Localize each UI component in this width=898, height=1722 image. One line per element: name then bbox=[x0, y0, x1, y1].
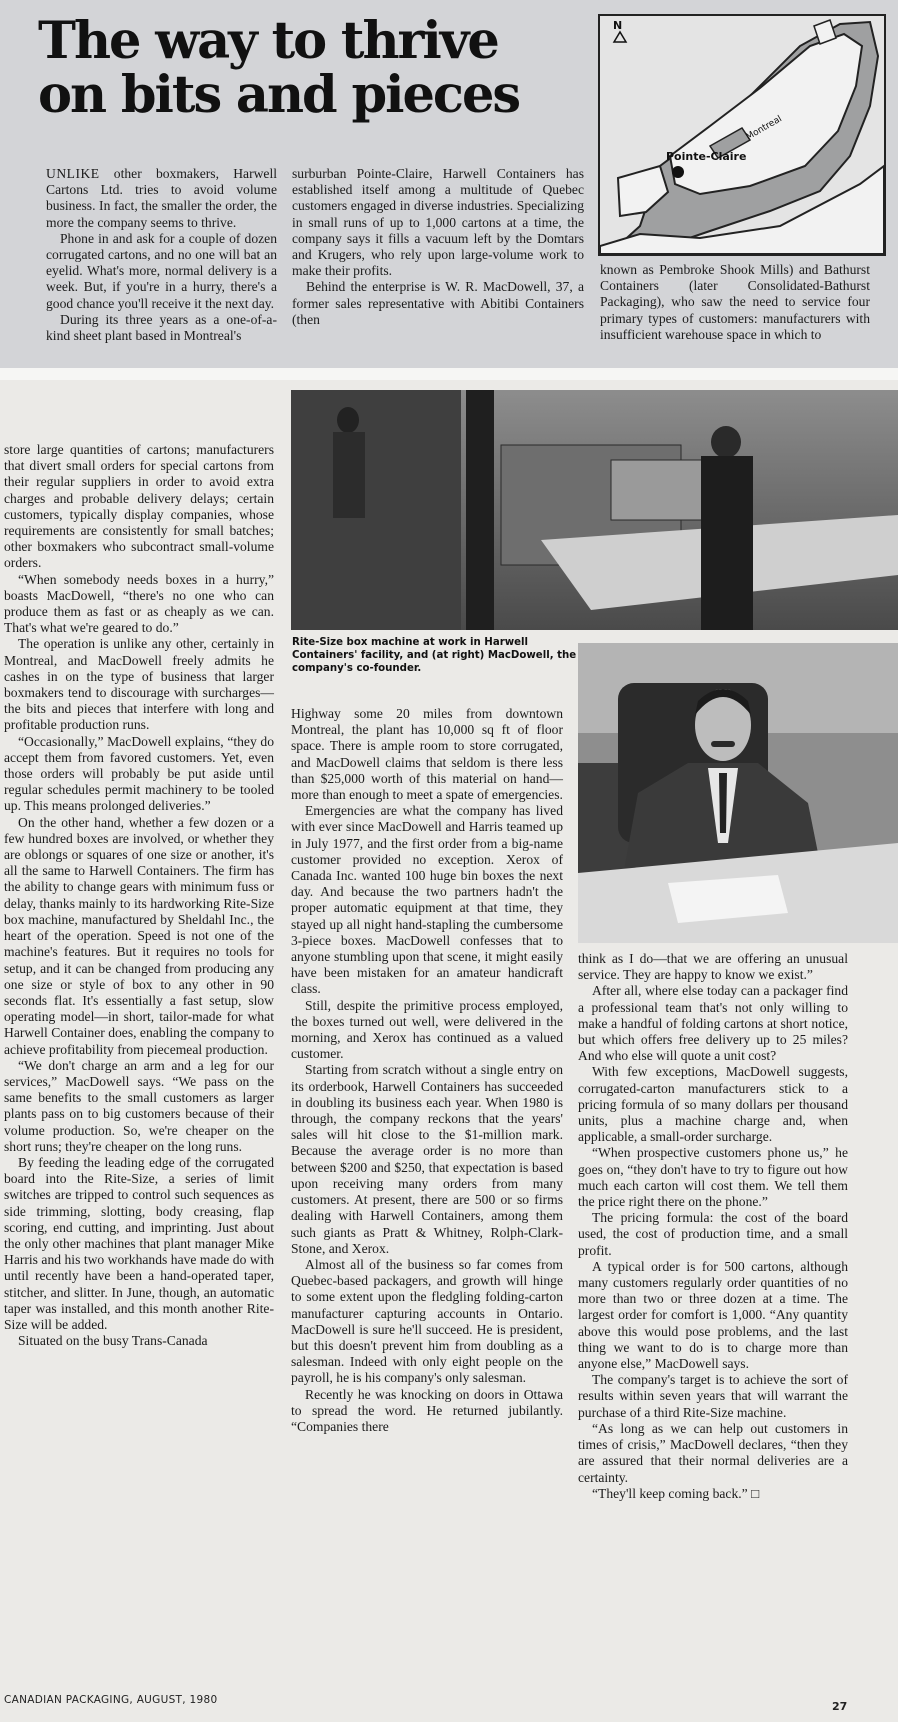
worker-body bbox=[701, 456, 753, 630]
headline-line-1: The way to thrive bbox=[38, 11, 498, 71]
worker-head bbox=[711, 426, 741, 458]
column-2 bbox=[291, 706, 563, 1435]
paragraph: “Occasionally,” MacDowell explains, “they do accept them from favored customers. Yet, even those orders will probably be put aside until regular schedules permit machinery to be tooled up. This means prolonged deliveries.” bbox=[4, 733, 274, 814]
top-column-1 bbox=[46, 166, 277, 344]
column-1 bbox=[4, 442, 274, 1349]
paragraph: Recently he was knocking on doors in Ottawa to spread the word. He returned jubilantly. “Companies there bbox=[291, 1386, 563, 1434]
north-label: N bbox=[613, 19, 623, 32]
paragraph: On the other hand, whether a few dozen or a few hundred boxes are involved, or whether they are oblongs or squares of one size or another, it's all the same to Harwell Containers. The firm has the ability to change gears with minimum fuss or delay, thanks mainly to its hardworking Rite-Size box machine, manufactured by Sheldahl Inc., the heart of the operation. Speed is not one of the machine's features. But it requires no tools for setup, and it can be changed from producing any one size or style of box to any other in 90 seconds flat. It's essentially a fast setup, slow operating model—in short, tailor-made for what Harwell Container does, enabling the company to achieve profitability from piecemeal production. bbox=[4, 814, 274, 1057]
paragraph: “When somebody needs boxes in a hurry,” boasts MacDowell, “there's no one who can produce them as fast or as cheaply as we can. That's what we're geared to do.” bbox=[4, 571, 274, 636]
factory-left-area bbox=[291, 390, 461, 630]
pointe-claire-label: Pointe-Claire bbox=[666, 150, 747, 163]
portrait-photo bbox=[578, 643, 898, 943]
factory-photo bbox=[291, 390, 898, 630]
paragraph: “When prospective customers phone us,” he goes on, “they don't have to try to figure out how much each carton will cost them. We tell them the price right there on the phone.” bbox=[578, 1145, 848, 1210]
worker-head bbox=[337, 407, 359, 433]
location-map bbox=[598, 14, 886, 256]
paragraph: By feeding the leading edge of the corrugated board into the Rite-Size, a series of limit switches are tripped to control such sequences as side trimming, slotting, body creasing, flap scoring, end cutting, and imprinting. Just about the only other machines that plant manager Mike Harris and his two workhands have made do with until recently have been a hand-operated taper, stitcher, and slitter. In June, though, an automatic taper was installed, and this month another Rite-Size will be added. bbox=[4, 1154, 274, 1332]
paragraph: The pricing formula: the cost of the board used, the cost of production time, and a small profit. bbox=[578, 1210, 848, 1258]
paragraph: think as I do—that we are offering an unusual service. They are happy to know we exist.” bbox=[578, 951, 848, 983]
portrait-photo-graphic bbox=[578, 643, 898, 943]
top-paragraph: known as Pembroke Shook Mills) and Bathurst Containers (later Consolidated-Bathurst Packaging), who saw the need to service four primary types of customers: manufacturers with insufficient warehouse space in which to bbox=[600, 262, 870, 342]
lead-word: UNLIKE bbox=[46, 166, 100, 181]
paragraph: Still, despite the primitive process employed, the boxes turned out well, were delivered in the morning, and Xerox has continued as a valued customer. bbox=[291, 997, 563, 1062]
paragraph: The operation is unlike any other, certainly in Montreal, and MacDowell freely admits he cashes in on the type of business that larger boxmakers tend to discourage with surcharges—the bits and pieces that interfere with long and profitable production runs. bbox=[4, 636, 274, 733]
paragraph: “They'll keep coming back.” □ bbox=[592, 1485, 760, 1501]
top-column-2 bbox=[292, 166, 584, 328]
photo-caption: Rite-Size box machine at work in Harwell Containers' facility, and (at right) MacDowell, the company's co-founder. bbox=[292, 637, 577, 674]
pointe-claire-marker bbox=[672, 166, 684, 178]
top-paragraph: Phone in and ask for a couple of dozen corrugated cartons, and no one will bat an eyelid. What's more, normal delivery is a week. But, if you're in a hurry, there's a good chance you'll receive it the next day. bbox=[46, 230, 277, 311]
paragraph: “As long as we can help out customers in times of crisis,” MacDowell declares, “then they are assured that their normal deliveries are a certainty. bbox=[578, 1420, 848, 1485]
mustache bbox=[711, 741, 735, 747]
headline bbox=[38, 11, 558, 125]
paragraph: The company's target is to achieve the sort of results within seven years that will warrant the purchase of a third Rite-Size machine. bbox=[578, 1372, 848, 1420]
top-paragraph: During its three years as a one-of-a-kind sheet plant based in Montreal's bbox=[46, 311, 277, 344]
necktie bbox=[719, 773, 727, 833]
paragraph: With few exceptions, MacDowell suggests, corrugated-carton manufacturers stick to a pricing formula of so many dollars per thousand units, plus a machine charge and, when applicable, a small-order surcharge. bbox=[578, 1064, 848, 1145]
paragraph: After all, where else today can a packager find a professional team that's not only willing to make a handful of folding cartons at short notice, but which offers free delivery up to 25 miles? And who else will quote a unit cost? bbox=[578, 983, 848, 1064]
factory-photo-graphic bbox=[291, 390, 898, 630]
paragraph: Almost all of the business so far comes from Quebec-based packagers, and growth will hinge to some extent upon the fledgling folding-carton manufacturer capturing accounts in Ontario. MacDowell is sure he'll succeed. He is president, but this doesn't prevent him from doubling as a salesman. Indeed with only eight people on the payroll, he is his company's only salesman. bbox=[291, 1256, 563, 1386]
top-paragraph: surburban Pointe-Claire, Harwell Containers has established itself among a multitude of Quebec customers engaged in diverse industries. Specializing in small runs of up to 1,000 cartons at a time, the company says it fills a vacuum left by the Domtars and Krugers, who rely upon large-volume work to make their profits. bbox=[292, 166, 584, 279]
headline-line-2: on bits and pieces bbox=[38, 65, 520, 125]
worker-body bbox=[333, 432, 365, 518]
paragraph: Situated on the busy Trans-Canada bbox=[18, 1333, 208, 1349]
paragraph: store large quantities of cartons; manufacturers that divert small orders for special cartons from their regular suppliers in order to avoid extra charges and probable delivery delays; certain customers, typically display companies, whose requirements are consistently for small batches; other boxmakers who subcontract small-volume orders. bbox=[4, 442, 274, 571]
montreal-label: Montreal bbox=[744, 114, 784, 143]
publication-footer: CANADIAN PACKAGING, AUGUST, 1980 bbox=[4, 1694, 218, 1706]
paragraph: Emergencies are what the company has lived with ever since MacDowell and Harris teamed up in July 1977, and the first order from a big-name customer provided no exception. Xerox of Canada Inc. wanted 100 huge bin boxes the next day. And because the two partners hadn't the proper automatic equipment at that time, they stayed up all night hand-stapling the cumbersome 3-piece boxes. MacDowell confesses that to anyone stumbling upon that scene, it might easily have been mistaken for an amateur handicraft class. bbox=[291, 803, 563, 997]
top-paragraph: UNLIKE other boxmakers, Harwell Cartons Ltd. tries to avoid volume business. In fact, the smaller the order, the more the company seems to thrive. bbox=[46, 166, 277, 230]
page-number: 27 bbox=[832, 1700, 848, 1713]
top-paragraph: Behind the enterprise is W. R. MacDowell, 37, a former sales representative with Abitibi Containers (then bbox=[292, 279, 584, 327]
paragraph: “We don't charge an arm and a leg for our services,” MacDowell says. “We pass on the same benefits to the small customers as larger plants pass on to big customers because of their volume production. So, we're cheaper on the short runs; they're cheaper on the long runs. bbox=[4, 1057, 274, 1154]
column-3 bbox=[578, 951, 848, 1502]
support-column bbox=[466, 390, 494, 630]
map-graphic bbox=[600, 16, 884, 254]
top-column-3 bbox=[600, 262, 870, 343]
paragraph: A typical order is for 500 cartons, although many customers regularly order quantities of no more than two or three dozen at a time. The largest order for comfort is 1,000. “Any quantity above this would pose problems, and the last thing we want to do is to charge more than anyone else,” MacDowell says. bbox=[578, 1258, 848, 1372]
section-divider bbox=[0, 368, 898, 380]
paragraph: Highway some 20 miles from downtown Montreal, the plant has 10,000 sq ft of floor space. There is ample room to store corrugated, and MacDowell claims that seldom is there less than $25,000 worth of this material on hand—more than enough to meet a spate of emergencies. bbox=[291, 706, 563, 803]
paragraph: Starting from scratch without a single entry on its orderbook, Harwell Containers has succeeded in doubling its business each year. When 1980 is through, the company reckons that the years' sales will hit close to the $1-million mark. Because the average order is no more than between $200 and $250, that expectation is based upon receiving many orders from many customers. At present, there are 500 or so firms dealing with Harwell Containers, among them such giants as Pratt & Whitney, Rolph-Clark-Stone, and Xerox. bbox=[291, 1062, 563, 1256]
